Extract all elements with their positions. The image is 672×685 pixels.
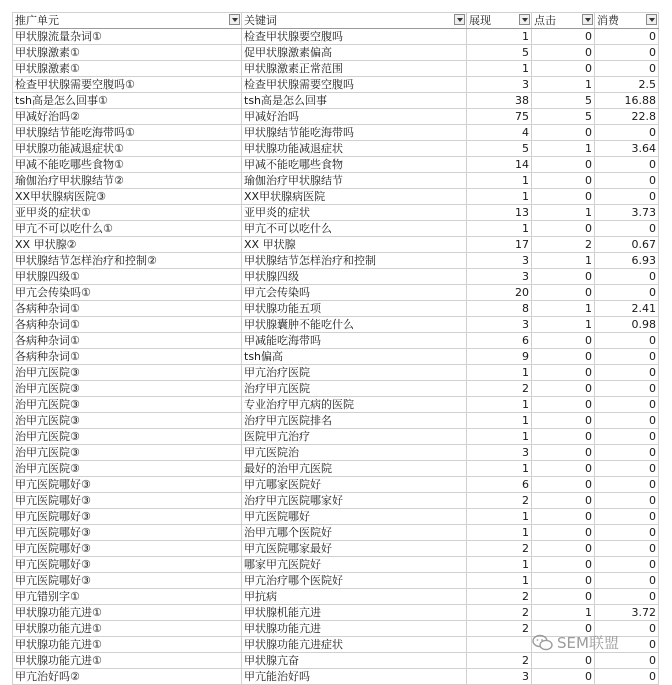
cell-unit[interactable]: 治甲亢医院③ [13,413,242,429]
cell-unit[interactable]: 亚甲炎的症状① [13,205,242,221]
table-row [13,445,659,461]
cell-impressions[interactable]: 1 [467,429,532,445]
cell-clicks[interactable]: 2 [532,237,595,253]
column-header-impressions [467,13,532,29]
cell-unit[interactable]: 治甲亢医院③ [13,381,242,397]
cell-unit[interactable]: 检查甲状腺需要空腹吗① [13,77,242,93]
cell-unit[interactable]: 甲状腺功能亢进① [13,653,242,669]
cell-clicks[interactable]: 0 [532,29,595,45]
table-row [13,589,659,605]
table-row [13,333,659,349]
cell-impressions[interactable]: 1 [467,413,532,429]
cell-cost[interactable]: 0 [595,189,659,205]
cell-clicks[interactable]: 0 [532,653,595,669]
cell-unit[interactable]: 甲亢治好吗② [13,669,242,685]
cell-keyword[interactable]: 甲亢治疗医院 [242,365,467,381]
cell-cost[interactable]: 0 [595,61,659,77]
cell-keyword[interactable]: 甲状腺功能亢进症状 [242,637,467,653]
cell-keyword[interactable]: 最好的治甲亢医院 [242,461,467,477]
cell-unit[interactable]: 甲状腺激素① [13,45,242,61]
cell-clicks[interactable]: 0 [532,365,595,381]
cell-clicks[interactable]: 0 [532,61,595,77]
cell-cost[interactable]: 22.8 [595,109,659,125]
table-row [13,477,659,493]
cell-clicks[interactable]: 0 [532,125,595,141]
cell-clicks[interactable]: 0 [532,189,595,205]
column-header-keyword [242,13,467,29]
cell-impressions[interactable]: 17 [467,237,532,253]
cell-keyword[interactable]: 甲减好治吗 [242,109,467,125]
cell-cost[interactable]: 0.67 [595,237,659,253]
cell-cost[interactable]: 0 [595,573,659,589]
cell-unit[interactable]: 甲状腺结节能吃海带吗① [13,125,242,141]
cell-unit[interactable]: 甲亢错别字① [13,589,242,605]
table-row [13,125,659,141]
table-row [13,365,659,381]
cell-clicks[interactable]: 0 [532,493,595,509]
cell-clicks[interactable]: 1 [532,253,595,269]
cell-cost[interactable]: 0 [595,333,659,349]
cell-impressions[interactable]: 1 [467,29,532,45]
cell-impressions[interactable]: 4 [467,125,532,141]
cell-impressions[interactable]: 1 [467,365,532,381]
cell-clicks[interactable]: 0 [532,461,595,477]
cell-keyword[interactable]: tsh高是怎么回事 [242,93,467,109]
cell-keyword[interactable]: 甲亢医院治 [242,445,467,461]
cell-impressions[interactable]: 2 [467,621,532,637]
cell-impressions[interactable]: 2 [467,381,532,397]
table-row [13,141,659,157]
cell-clicks[interactable]: 0 [532,589,595,605]
cell-keyword[interactable]: 甲亢医院哪好 [242,509,467,525]
cell-cost[interactable]: 0 [595,125,659,141]
cell-impressions[interactable]: 2 [467,589,532,605]
cell-keyword[interactable]: 医院甲亢治疗 [242,429,467,445]
table-row [13,541,659,557]
cell-cost[interactable]: 0 [595,621,659,637]
cell-clicks[interactable]: 0 [532,557,595,573]
cell-impressions[interactable]: 1 [467,221,532,237]
cell-cost[interactable]: 2.5 [595,77,659,93]
cell-unit[interactable]: XX 甲状腺② [13,237,242,253]
cell-unit[interactable]: 甲亢医院哪好③ [13,573,242,589]
cell-unit[interactable]: 治甲亢医院③ [13,445,242,461]
cell-keyword[interactable]: 检查甲状腺需要空腹吗 [242,77,467,93]
cell-clicks[interactable]: 0 [532,157,595,173]
watermark-text: SEM联盟 [557,634,619,652]
cell-keyword[interactable]: 甲亢哪家医院好 [242,477,467,493]
table-row [13,301,659,317]
cell-keyword[interactable]: 治疗甲亢医院 [242,381,467,397]
cell-clicks[interactable]: 0 [532,333,595,349]
table-row [13,317,659,333]
table-row [13,381,659,397]
table-row [13,157,659,173]
cell-impressions[interactable]: 1 [467,173,532,189]
cell-impressions[interactable]: 6 [467,333,532,349]
cell-unit[interactable]: 甲状腺结节怎样治疗和控制② [13,253,242,269]
table-row [13,653,659,669]
cell-impressions[interactable]: 1 [467,61,532,77]
cell-clicks[interactable]: 1 [532,141,595,157]
cell-keyword[interactable]: 甲亢能治好吗 [242,669,467,685]
cell-cost[interactable]: 0 [595,381,659,397]
cell-unit[interactable]: 甲亢医院哪好③ [13,525,242,541]
cell-impressions[interactable]: 1 [467,557,532,573]
cell-impressions[interactable]: 38 [467,93,532,109]
cell-impressions[interactable]: 2 [467,541,532,557]
cell-keyword[interactable]: 甲状腺结节怎样治疗和控制 [242,253,467,269]
cell-clicks[interactable]: 0 [532,397,595,413]
cell-unit[interactable]: 治甲亢医院③ [13,397,242,413]
cell-unit[interactable]: 治甲亢医院③ [13,461,242,477]
cell-cost[interactable]: 3.73 [595,205,659,221]
wechat-icon [532,634,554,652]
cell-cost[interactable]: 0 [595,637,659,653]
cell-unit[interactable]: 甲状腺流量杂词① [13,29,242,45]
cell-keyword[interactable]: 甲状腺结节能吃海带吗 [242,125,467,141]
table-row [13,349,659,365]
cell-impressions[interactable] [467,637,532,653]
table-row [13,605,659,621]
cell-unit[interactable]: XX甲状腺病医院③ [13,189,242,205]
cell-unit[interactable]: tsh高是怎么回事① [13,93,242,109]
cell-unit[interactable]: 各病种杂词① [13,301,242,317]
cell-unit[interactable]: 各病种杂词① [13,333,242,349]
cell-keyword[interactable]: 甲亢会传染吗 [242,285,467,301]
cell-keyword[interactable]: 治疗甲亢医院哪家好 [242,493,467,509]
cell-impressions[interactable]: 3 [467,445,532,461]
filter-dropdown-icon[interactable] [646,14,657,25]
cell-cost[interactable]: 0 [595,173,659,189]
cell-impressions[interactable]: 2 [467,605,532,621]
cell-clicks[interactable]: 1 [532,317,595,333]
cell-cost[interactable]: 0 [595,541,659,557]
cell-unit[interactable]: 甲亢医院哪好③ [13,477,242,493]
cell-clicks[interactable]: 0 [532,381,595,397]
cell-cost[interactable]: 0 [595,285,659,301]
cell-unit[interactable]: 甲状腺功能亢进① [13,605,242,621]
cell-keyword[interactable]: 甲亢不可以吃什么 [242,221,467,237]
column-header-clicks [532,13,595,29]
cell-unit[interactable]: 治甲亢医院③ [13,365,242,381]
cell-cost[interactable]: 6.93 [595,253,659,269]
table-row [13,557,659,573]
cell-keyword[interactable]: 甲状腺亢奋 [242,653,467,669]
cell-impressions[interactable]: 1 [467,525,532,541]
cell-cost[interactable]: 3.64 [595,141,659,157]
cell-clicks[interactable]: 0 [532,269,595,285]
filter-dropdown-icon[interactable] [582,14,593,25]
spreadsheet [12,12,658,685]
cell-cost[interactable]: 0 [595,493,659,509]
column-header-label: 消费 [597,14,619,27]
cell-clicks[interactable]: 0 [532,621,595,637]
cell-unit[interactable]: 各病种杂词① [13,317,242,333]
table-row [13,269,659,285]
cell-impressions[interactable]: 9 [467,349,532,365]
cell-cost[interactable]: 0 [595,349,659,365]
column-header-label: 推广单元 [15,14,59,27]
cell-cost[interactable]: 0 [595,429,659,445]
cell-keyword[interactable]: 甲状腺功能减退症状 [242,141,467,157]
header-row [13,13,659,29]
cell-keyword[interactable]: 甲状腺功能亢进 [242,621,467,637]
table-row [13,669,659,685]
cell-cost[interactable]: 0 [595,557,659,573]
cell-keyword[interactable]: 促甲状腺激素偏高 [242,45,467,61]
cell-unit[interactable]: 甲状腺激素① [13,61,242,77]
filter-dropdown-icon[interactable] [454,14,465,25]
cell-unit[interactable]: 治甲亢医院③ [13,429,242,445]
cell-cost[interactable]: 0 [595,653,659,669]
table-row [13,61,659,77]
cell-impressions[interactable]: 3 [467,77,532,93]
cell-clicks[interactable]: 0 [532,445,595,461]
cell-keyword[interactable]: tsh偏高 [242,349,467,365]
cell-cost[interactable]: 0 [595,45,659,61]
cell-cost[interactable]: 0 [595,477,659,493]
cell-clicks[interactable]: 0 [532,173,595,189]
table-row [13,253,659,269]
table-row [13,205,659,221]
column-header-cost [595,13,659,29]
cell-clicks[interactable]: 0 [532,525,595,541]
table-row [13,509,659,525]
table-row [13,525,659,541]
table-row [13,29,659,45]
cell-clicks[interactable]: 0 [532,573,595,589]
cell-keyword[interactable]: 甲抗病 [242,589,467,605]
cell-cost[interactable]: 0 [595,461,659,477]
watermark [532,632,619,653]
cell-impressions[interactable]: 6 [467,477,532,493]
cell-unit[interactable]: 甲状腺功能亢进① [13,621,242,637]
cell-cost[interactable]: 0 [595,157,659,173]
table-row [13,221,659,237]
cell-impressions[interactable]: 13 [467,205,532,221]
cell-unit[interactable]: 瑜伽治疗甲状腺结节② [13,173,242,189]
cell-cost[interactable]: 0 [595,269,659,285]
cell-impressions[interactable]: 3 [467,269,532,285]
cell-cost[interactable]: 0 [595,29,659,45]
column-header-unit [13,13,242,29]
table-row [13,397,659,413]
table-row [13,237,659,253]
cell-keyword[interactable]: 瑜伽治疗甲状腺结节 [242,173,467,189]
cell-clicks[interactable]: 5 [532,93,595,109]
cell-cost[interactable]: 0 [595,221,659,237]
cell-clicks[interactable]: 0 [532,45,595,61]
cell-unit[interactable]: 各病种杂词① [13,349,242,365]
cell-clicks[interactable]: 0 [532,429,595,445]
cell-cost[interactable]: 0 [595,413,659,429]
column-header-label: 展现 [469,14,491,27]
column-header-label: 关键词 [244,14,277,27]
table-row [13,189,659,205]
cell-clicks[interactable]: 0 [532,285,595,301]
table-row [13,429,659,445]
cell-keyword[interactable]: 甲状腺囊肿不能吃什么 [242,317,467,333]
cell-clicks[interactable]: 0 [532,221,595,237]
cell-keyword[interactable]: 亚甲炎的症状 [242,205,467,221]
cell-keyword[interactable]: 甲亢治疗哪个医院好 [242,573,467,589]
cell-keyword[interactable]: 甲状腺激素正常范围 [242,61,467,77]
keyword-report-table [12,12,659,685]
cell-clicks[interactable]: 1 [532,77,595,93]
table-row [13,285,659,301]
cell-cost[interactable]: 0 [595,397,659,413]
cell-cost[interactable]: 0 [595,525,659,541]
cell-impressions[interactable]: 3 [467,669,532,685]
cell-impressions[interactable]: 75 [467,109,532,125]
table-row [13,573,659,589]
cell-clicks[interactable]: 0 [532,541,595,557]
cell-impressions[interactable]: 20 [467,285,532,301]
cell-unit[interactable]: 甲亢医院哪好③ [13,541,242,557]
cell-keyword[interactable]: 甲减能吃海带吗 [242,333,467,349]
column-header-label: 点击 [534,14,556,27]
cell-clicks[interactable]: 0 [532,413,595,429]
cell-unit[interactable]: 甲亢不可以吃什么① [13,221,242,237]
cell-impressions[interactable]: 14 [467,157,532,173]
cell-keyword[interactable]: 甲状腺功能五项 [242,301,467,317]
cell-cost[interactable]: 0 [595,365,659,381]
cell-impressions[interactable]: 1 [467,189,532,205]
cell-impressions[interactable]: 5 [467,45,532,61]
cell-cost[interactable]: 0.98 [595,317,659,333]
cell-keyword[interactable]: 治甲亢哪个医院好 [242,525,467,541]
cell-keyword[interactable]: 治疗甲亢医院排名 [242,413,467,429]
cell-unit[interactable]: 甲亢医院哪好③ [13,493,242,509]
cell-cost[interactable]: 2.41 [595,301,659,317]
table-row [13,461,659,477]
cell-unit[interactable]: 甲亢医院哪好③ [13,557,242,573]
table-body [13,29,659,685]
cell-clicks[interactable]: 0 [532,477,595,493]
cell-clicks[interactable]: 1 [532,301,595,317]
cell-unit[interactable]: 甲减不能吃哪些食物① [13,157,242,173]
cell-keyword[interactable]: 甲状腺机能亢进 [242,605,467,621]
table-row [13,493,659,509]
cell-keyword[interactable]: 检查甲状腺要空腹吗 [242,29,467,45]
cell-impressions[interactable]: 1 [467,573,532,589]
cell-impressions[interactable]: 3 [467,317,532,333]
cell-clicks[interactable]: 0 [532,669,595,685]
cell-keyword[interactable]: XX 甲状腺 [242,237,467,253]
cell-clicks[interactable]: 1 [532,605,595,621]
cell-unit[interactable]: 甲状腺功能亢进① [13,637,242,653]
cell-keyword[interactable]: 甲亢医院哪家最好 [242,541,467,557]
cell-impressions[interactable]: 5 [467,141,532,157]
cell-impressions[interactable]: 1 [467,461,532,477]
cell-cost[interactable]: 3.72 [595,605,659,621]
cell-cost[interactable]: 0 [595,589,659,605]
cell-cost[interactable]: 0 [595,509,659,525]
table-row [13,93,659,109]
cell-keyword[interactable]: 专业治疗甲亢病的医院 [242,397,467,413]
cell-impressions[interactable]: 8 [467,301,532,317]
cell-impressions[interactable]: 1 [467,509,532,525]
table-row [13,77,659,93]
cell-unit[interactable]: 甲亢会传染吗① [13,285,242,301]
cell-impressions[interactable]: 2 [467,653,532,669]
table-row [13,173,659,189]
cell-impressions[interactable]: 2 [467,493,532,509]
cell-cost[interactable]: 0 [595,669,659,685]
cell-unit[interactable]: 甲亢医院哪好③ [13,509,242,525]
cell-clicks[interactable]: 0 [532,509,595,525]
cell-unit[interactable]: 甲状腺功能减退症状① [13,141,242,157]
cell-keyword[interactable]: XX甲状腺病医院 [242,189,467,205]
cell-keyword[interactable]: 哪家甲亢医院好 [242,557,467,573]
filter-dropdown-icon[interactable] [229,14,240,25]
cell-unit[interactable]: 甲状腺四级① [13,269,242,285]
table-row [13,45,659,61]
cell-unit[interactable]: 甲减好治吗② [13,109,242,125]
filter-dropdown-icon[interactable] [519,14,530,25]
cell-clicks[interactable]: 0 [532,349,595,365]
cell-cost[interactable]: 0 [595,445,659,461]
cell-clicks[interactable]: 5 [532,109,595,125]
cell-keyword[interactable]: 甲减不能吃哪些食物 [242,157,467,173]
table-row [13,109,659,125]
cell-keyword[interactable]: 甲状腺四级 [242,269,467,285]
table-row [13,413,659,429]
cell-impressions[interactable]: 1 [467,397,532,413]
cell-impressions[interactable]: 3 [467,253,532,269]
cell-cost[interactable]: 16.88 [595,93,659,109]
cell-clicks[interactable]: 1 [532,205,595,221]
